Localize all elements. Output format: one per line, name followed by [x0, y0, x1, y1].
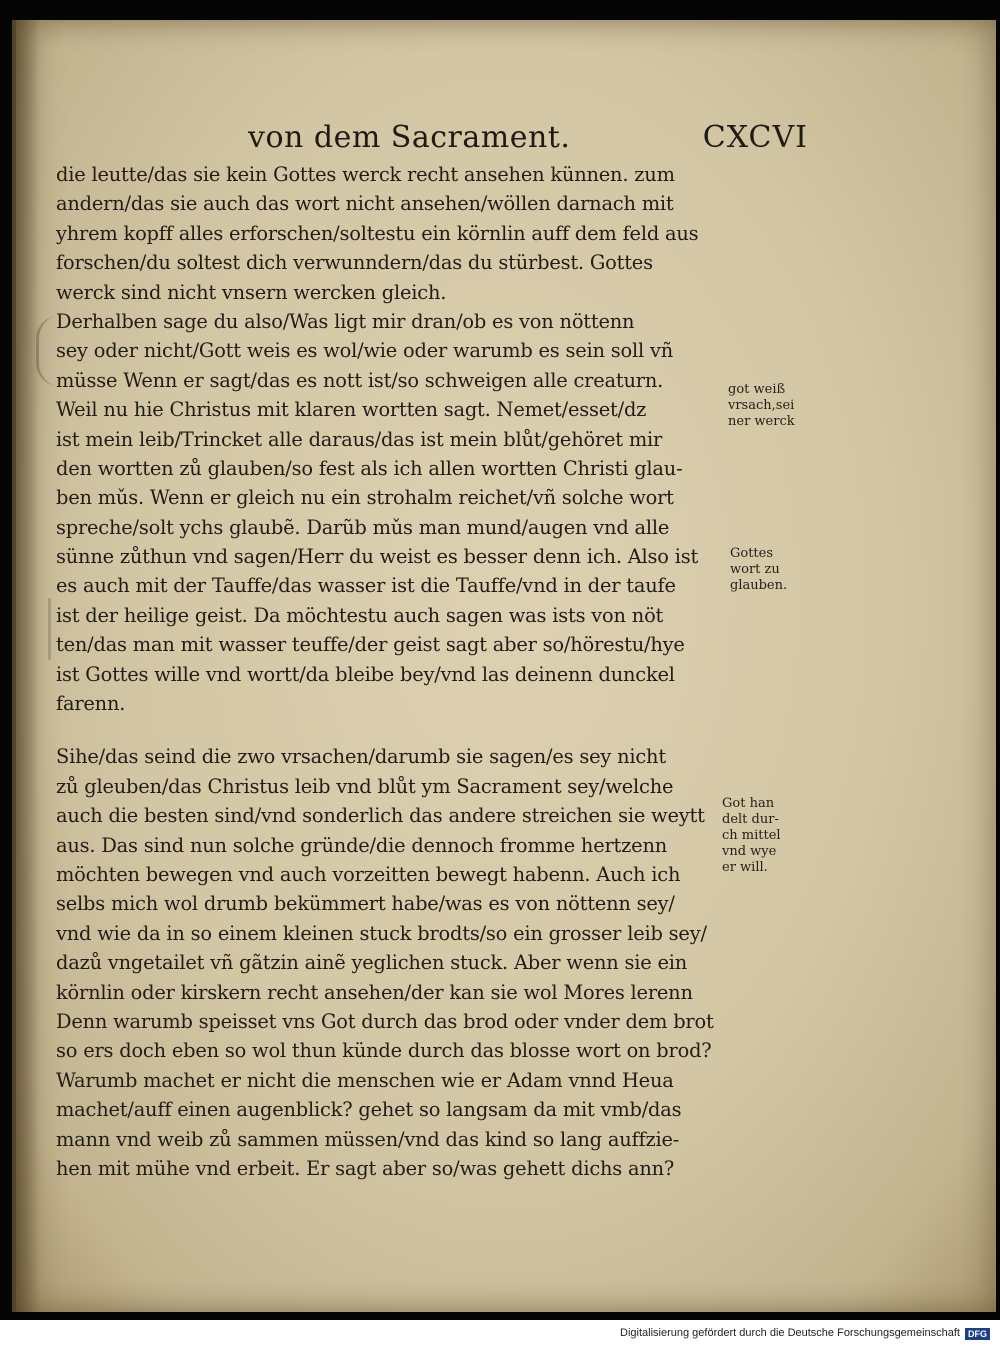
marginal-note-line: er will.	[722, 860, 768, 875]
text-line: möchten bewegen vnd auch vorzeitten bewegt habenn. Auch ich	[56, 862, 681, 886]
text-line: müsse Wenn er sagt/das es nott ist/so schweigen alle creaturn.	[56, 368, 664, 392]
text-line: spreche/solt ychs glaubẽ. Darũb mǔs man mund/augen vnd alle	[56, 515, 670, 539]
text-line: vnd wie da in so einem kleinen stuck brodts/so ein grosser leib sey/	[56, 921, 707, 945]
running-head: von dem Sacrament.	[248, 120, 571, 155]
text-line: es auch mit der Tauffe/das wasser ist die Tauffe/vnd in der taufe	[56, 574, 676, 598]
marginal-note-line: vnd wye	[722, 844, 777, 859]
marginal-note-line: glauben.	[730, 578, 788, 593]
folio-number: CXCVI	[702, 120, 808, 155]
marginal-note-line: Got han	[722, 796, 775, 811]
marginal-note-line: ch mittel	[722, 828, 781, 843]
text-line: yhrem kopff alles erforschen/soltestu ein körnlin auff dem feld aus	[56, 221, 699, 245]
ink-margin-stroke	[48, 598, 51, 660]
text-line: Derhalben sage du also/Was ligt mir dran/ob es von nöttenn	[56, 309, 635, 333]
text-line: Warumb machet er nicht die menschen wie er Adam vnnd Heua	[56, 1068, 674, 1092]
page-header	[248, 120, 808, 160]
marginal-note-line: got weiß	[728, 382, 786, 397]
dfg-logo: DFG	[965, 1328, 990, 1340]
text-line: ist mein leib/Trincket alle daraus/das ist mein blůt/gehöret mir	[56, 427, 663, 451]
marginal-note-line: vrsach,sei	[728, 398, 795, 413]
text-line: ist Gottes wille vnd wortt/da bleibe bey/vnd las deinenn dunckel	[56, 662, 675, 686]
text-line: dazů vngetailet vñ gãtzin ainẽ yeglichen stuck. Aber wenn sie ein	[56, 951, 688, 975]
text-line: Denn warumb speisset vns Got durch das brod oder vnder dem brot	[56, 1009, 714, 1033]
text-line: zů gleuben/das Christus leib vnd blůt ym Sacrament sey/welche	[56, 774, 674, 798]
text-line: ben mǔs. Wenn er gleich nu ein strohalm reichet/vñ solche wort	[56, 486, 674, 510]
text-line: mann vnd weib zů sammen müssen/vnd das kind so lang auffzie-	[56, 1127, 680, 1151]
marginal-note	[728, 382, 795, 430]
text-line: aus. Das sind nun solche gründe/die dennoch fromme hertzenn	[56, 833, 668, 857]
text-line: so ers doch eben so wol thun künde durch das blosse wort on brod?	[56, 1039, 712, 1063]
text-line: forschen/du soltest dich verwunndern/das du stürbest. Gottes	[56, 251, 653, 275]
body-text	[56, 160, 736, 1183]
text-line: machet/auff einen augenblick? gehet so langsam da mit vmb/das	[56, 1098, 682, 1122]
text-line: den wortten zů glauben/so fest als ich allen wortten Christi glau-	[56, 456, 683, 480]
footer-bar	[0, 1320, 1000, 1349]
text-line: Weil nu hie Christus mit klaren wortten sagt. Nemet/esset/dz	[56, 398, 647, 422]
text-line: die leutte/das sie kein Gottes werck recht ansehen künnen. zum	[56, 163, 675, 186]
text-line: selbs mich wol drumb bekümmert habe/was es von nöttenn sey/	[56, 892, 675, 916]
marginal-note-line: delt dur-	[722, 812, 779, 827]
marginal-note	[722, 796, 781, 876]
text-line: andern/das sie auch das wort nicht ansehen/wöllen darnach mit	[56, 192, 674, 216]
marginal-note-line: Gottes	[730, 546, 774, 561]
text-line: werck sind nicht vnsern wercken gleich.	[56, 280, 447, 304]
marginal-note-line: wort zu	[730, 562, 780, 577]
funding-credit: Digitalisierung gefördert durch die Deutsche Forschungsgemeinschaft	[620, 1327, 960, 1339]
text-line: sünne zůthun vnd sagen/Herr du weist es besser denn ich. Also ist	[56, 545, 699, 569]
text-line: ten/das man mit wasser teuffe/der geist sagt aber so/hörestu/hye	[56, 633, 685, 657]
text-line: körnlin oder kirskern recht ansehen/der kan sie wol Mores lerenn	[56, 980, 693, 1004]
text-line: hen mit mühe vnd erbeit. Er sagt aber so/was gehett dichs ann?	[56, 1156, 675, 1180]
marginal-note	[730, 546, 787, 594]
text-line: farenn.	[56, 692, 126, 716]
text-line: sey oder nicht/Gott weis es wol/wie oder warumb es sein soll vñ	[56, 339, 674, 363]
marginal-note-line: ner werck	[728, 414, 795, 429]
text-line: ist der heilige geist. Da möchtestu auch sagen was ists von nöt	[56, 603, 664, 627]
text-line: auch die besten sind/vnd sonderlich das andere streichen sie weytt	[56, 804, 705, 828]
page-gutter-shadow	[12, 20, 40, 1312]
text-line: Sihe/das seind die zwo vrsachen/darumb sie sagen/es sey nicht	[56, 745, 666, 769]
